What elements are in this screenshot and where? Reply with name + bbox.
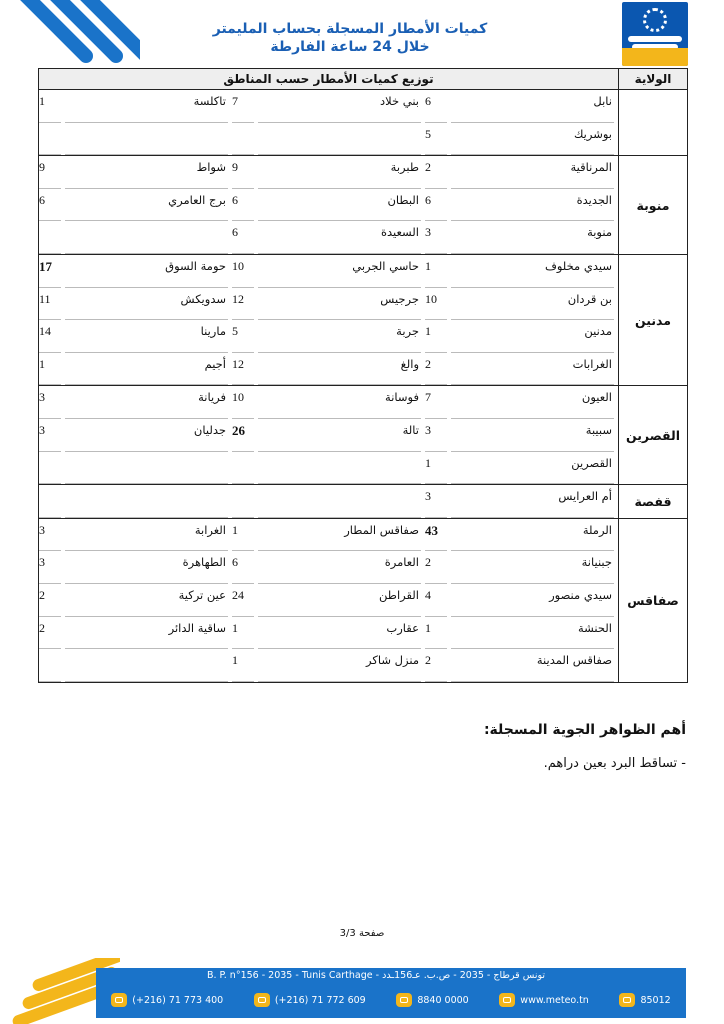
station-cell xyxy=(39,288,232,321)
table-body xyxy=(39,90,687,682)
station-cell xyxy=(232,320,425,353)
station-cell xyxy=(425,221,618,254)
table-row xyxy=(39,649,618,682)
station-name: أجيم xyxy=(65,353,228,386)
rainfall-value: 9 xyxy=(39,156,61,189)
station-name: حومة السوق xyxy=(65,255,228,288)
section-title: أهم الظواهر الجوية المسجلة: xyxy=(483,722,686,738)
station-name: الطهاهرة xyxy=(65,551,228,584)
rainfall-value: 3 xyxy=(425,419,447,452)
rainfall-value: 14 xyxy=(39,320,61,353)
rainfall-value: 12 xyxy=(232,353,254,386)
table-row xyxy=(39,90,618,123)
rainfall-value: 2 xyxy=(425,156,447,189)
rainfall-value: 6 xyxy=(39,189,61,222)
rainfall-value: 17 xyxy=(39,255,61,288)
rainfall-value xyxy=(232,123,254,156)
table-row xyxy=(39,156,618,189)
governorate-group xyxy=(39,519,687,682)
station-cell xyxy=(39,584,232,617)
rainfall-value: 1 xyxy=(39,353,61,386)
rainfall-value: 6 xyxy=(425,189,447,222)
station-cell xyxy=(39,123,232,156)
station-cell xyxy=(232,123,425,156)
header-stripes-decoration xyxy=(0,0,140,70)
station-name: ساقية الدائر xyxy=(65,617,228,650)
station-cell xyxy=(39,419,232,452)
rainfall-value: 2 xyxy=(39,617,61,650)
station-name: العامرة xyxy=(258,551,421,584)
rainfall-value xyxy=(39,123,61,156)
station-cell xyxy=(232,551,425,584)
table-row xyxy=(39,452,618,485)
rainfall-table xyxy=(38,68,688,683)
station-name: مدنين xyxy=(451,320,614,353)
rainfall-value: 1 xyxy=(425,320,447,353)
station-name: العيون xyxy=(451,386,614,419)
station-cell xyxy=(425,551,618,584)
table-row xyxy=(39,551,618,584)
station-name: فوسانة xyxy=(258,386,421,419)
station-name: منوبة xyxy=(451,221,614,254)
station-name: والغ xyxy=(258,353,421,386)
rainfall-value xyxy=(39,485,61,518)
rainfall-value: 24 xyxy=(232,584,254,617)
station-name: منزل شاكر xyxy=(258,649,421,682)
station-cell xyxy=(425,617,618,650)
table-row xyxy=(39,123,618,156)
rainfall-value: 3 xyxy=(425,485,447,518)
rainfall-value: 1 xyxy=(232,519,254,552)
page-number: صفحة 3/3 xyxy=(339,928,385,939)
station-name: صفاقس المطار xyxy=(258,519,421,552)
station-cell xyxy=(425,649,618,682)
table-row xyxy=(39,189,618,222)
station-cell xyxy=(425,386,618,419)
rainfall-value: 1 xyxy=(425,617,447,650)
station-cell xyxy=(425,485,618,518)
rainfall-value xyxy=(39,221,61,254)
station-cell xyxy=(39,386,232,419)
station-cell xyxy=(39,221,232,254)
station-name: نابل xyxy=(451,90,614,123)
station-name: طبربة xyxy=(258,156,421,189)
station-cell xyxy=(232,485,425,518)
station-name xyxy=(258,452,421,485)
station-name: عقارب xyxy=(258,617,421,650)
rainfall-value: 12 xyxy=(232,288,254,321)
station-name: تالة xyxy=(258,419,421,452)
title-line-1: كميات الأمطار المسجلة بحساب المليمتر xyxy=(212,21,488,37)
rainfall-value: 10 xyxy=(425,288,447,321)
station-name: جرجيس xyxy=(258,288,421,321)
table-row xyxy=(39,288,618,321)
station-cell xyxy=(232,156,425,189)
station-cell xyxy=(425,419,618,452)
station-name: مارينا xyxy=(65,320,228,353)
rainfall-value xyxy=(232,485,254,518)
rainfall-value: 5 xyxy=(232,320,254,353)
station-name: سدويكش xyxy=(65,288,228,321)
table-row xyxy=(39,419,618,452)
station-cell xyxy=(39,90,232,123)
rainfall-value: 2 xyxy=(425,551,447,584)
station-cell xyxy=(39,519,232,552)
rainfall-value xyxy=(232,452,254,485)
governorate-name: القصرين xyxy=(618,386,687,484)
rainfall-value: 10 xyxy=(232,255,254,288)
station-cell xyxy=(232,617,425,650)
station-cell xyxy=(425,123,618,156)
rainfall-value: 2 xyxy=(39,584,61,617)
station-cell xyxy=(425,452,618,485)
table-row xyxy=(39,519,618,552)
station-name: القراطن xyxy=(258,584,421,617)
station-name xyxy=(258,485,421,518)
station-name: السعيدة xyxy=(258,221,421,254)
station-cell xyxy=(39,485,232,518)
station-cell xyxy=(232,189,425,222)
station-name: تاكلسة xyxy=(65,90,228,123)
rainfall-value: 3 xyxy=(425,221,447,254)
governorate-name xyxy=(618,90,687,155)
footer-contact xyxy=(499,993,589,1007)
governorate-group xyxy=(39,485,687,519)
station-cell xyxy=(232,386,425,419)
rainfall-value: 11 xyxy=(39,288,61,321)
station-cell xyxy=(232,353,425,386)
station-cell xyxy=(425,353,618,386)
station-name: حاسي الجربي xyxy=(258,255,421,288)
distribution-header: توزيع كميات الأمطار حسب المناطق xyxy=(223,72,434,86)
station-cell xyxy=(232,584,425,617)
rainfall-value: 6 xyxy=(232,221,254,254)
station-name: الحنشة xyxy=(451,617,614,650)
station-cell xyxy=(232,221,425,254)
footer-contacts xyxy=(96,988,686,1012)
governorate-group xyxy=(39,386,687,485)
page-title xyxy=(200,20,500,56)
rainfall-value: 2 xyxy=(425,353,447,386)
station-name xyxy=(65,649,228,682)
station-name: القصرين xyxy=(451,452,614,485)
station-cell xyxy=(39,255,232,288)
station-name xyxy=(258,123,421,156)
station-cell xyxy=(232,519,425,552)
footer xyxy=(0,958,724,1024)
governorate-group xyxy=(39,156,687,255)
governorate-name: قفصة xyxy=(618,485,687,518)
footer-contact-text: 85012 xyxy=(640,994,671,1006)
station-name: سيدي مخلوف xyxy=(451,255,614,288)
rainfall-value: 10 xyxy=(232,386,254,419)
call-center-icon xyxy=(396,993,412,1007)
rainfall-value: 2 xyxy=(425,649,447,682)
station-name: جربة xyxy=(258,320,421,353)
station-name: جدليان xyxy=(65,419,228,452)
station-name: سبيبة xyxy=(451,419,614,452)
rainfall-value: 3 xyxy=(39,386,61,419)
table-row xyxy=(39,617,618,650)
rainfall-value: 6 xyxy=(232,189,254,222)
rainfall-value: 26 xyxy=(232,419,254,452)
station-cell xyxy=(39,156,232,189)
station-name: عين تركية xyxy=(65,584,228,617)
footer-contact xyxy=(396,993,468,1007)
station-cell xyxy=(232,288,425,321)
rainfall-value: 9 xyxy=(232,156,254,189)
station-cell xyxy=(39,649,232,682)
rainfall-value xyxy=(39,452,61,485)
station-cell xyxy=(425,189,618,222)
rainfall-value: 7 xyxy=(425,386,447,419)
station-cell xyxy=(39,353,232,386)
station-name: البطان xyxy=(258,189,421,222)
station-name: المرناقية xyxy=(451,156,614,189)
sun-icon xyxy=(643,8,667,32)
rainfall-value: 1 xyxy=(39,90,61,123)
footer-address: B. P. n°156 - 2035 - Tunis Carthage - تونس قرطاج - 2035 - ص.ب. عـ156ـدد xyxy=(206,970,546,981)
footer-contact-text: www.meteo.tn xyxy=(520,994,589,1006)
station-cell xyxy=(232,649,425,682)
table-row xyxy=(39,353,618,386)
station-name: برج العامري xyxy=(65,189,228,222)
station-name: سيدي منصور xyxy=(451,584,614,617)
station-cell xyxy=(425,156,618,189)
governorate-name: منوبة xyxy=(618,156,687,254)
section-item: - تساقط البرد بعين دراهم. xyxy=(543,756,686,771)
governorate-group xyxy=(39,90,687,156)
table-row xyxy=(39,221,618,254)
table-row xyxy=(39,584,618,617)
station-cell xyxy=(232,255,425,288)
rainfall-value: 3 xyxy=(39,551,61,584)
governorate-name: مدنين xyxy=(618,255,687,385)
station-cell xyxy=(232,419,425,452)
table-row xyxy=(39,255,618,288)
governorate-name: صفاقس xyxy=(618,519,687,682)
footer-contact-text: (+216) 71 772 609 xyxy=(274,994,366,1006)
title-line-2: خلال 24 ساعة الفارطة xyxy=(270,39,430,55)
rainfall-value: 1 xyxy=(232,649,254,682)
station-name xyxy=(65,221,228,254)
rainfall-value: 6 xyxy=(232,551,254,584)
rainfall-value: 1 xyxy=(232,617,254,650)
station-cell xyxy=(39,452,232,485)
station-name: الجديدة xyxy=(451,189,614,222)
station-cell xyxy=(232,452,425,485)
station-name: بن قردان xyxy=(451,288,614,321)
footer-contact xyxy=(111,993,223,1007)
station-cell xyxy=(425,90,618,123)
table-row xyxy=(39,320,618,353)
station-cell xyxy=(425,288,618,321)
fax-icon xyxy=(254,993,270,1007)
station-name: أم العرايس xyxy=(451,485,614,518)
station-name xyxy=(65,123,228,156)
station-cell xyxy=(425,255,618,288)
station-name xyxy=(65,485,228,518)
footer-contact-text: (+216) 71 773 400 xyxy=(132,994,224,1006)
station-name: جبنيانة xyxy=(451,551,614,584)
station-cell xyxy=(39,320,232,353)
station-cell xyxy=(39,551,232,584)
station-name: الرملة xyxy=(451,519,614,552)
rainfall-value: 6 xyxy=(425,90,447,123)
sms-icon xyxy=(619,993,635,1007)
rainfall-value: 43 xyxy=(425,519,447,552)
station-name: الغرابات xyxy=(451,353,614,386)
web-icon xyxy=(499,993,515,1007)
rainfall-value: 4 xyxy=(425,584,447,617)
footer-contact-text: 8840 0000 xyxy=(417,994,469,1006)
rainfall-value: 5 xyxy=(425,123,447,156)
station-cell xyxy=(425,519,618,552)
station-name: شواط xyxy=(65,156,228,189)
station-cell xyxy=(425,320,618,353)
governorate-header: الولاية xyxy=(618,69,687,89)
rainfall-value: 7 xyxy=(232,90,254,123)
station-cell xyxy=(39,189,232,222)
rainfall-value: 1 xyxy=(425,255,447,288)
station-name: بوشريك xyxy=(451,123,614,156)
rainfall-value xyxy=(39,649,61,682)
rainfall-value: 3 xyxy=(39,519,61,552)
station-cell xyxy=(232,90,425,123)
station-cell xyxy=(425,584,618,617)
footer-contact xyxy=(254,993,366,1007)
governorate-group xyxy=(39,255,687,386)
rainfall-value: 3 xyxy=(39,419,61,452)
station-name xyxy=(65,452,228,485)
institute-logo xyxy=(622,2,688,66)
station-name: صفاقس المدينة xyxy=(451,649,614,682)
footer-contact xyxy=(619,993,670,1007)
table-row xyxy=(39,386,618,419)
station-name: بني خلاد xyxy=(258,90,421,123)
station-name: الغرابة xyxy=(65,519,228,552)
station-cell xyxy=(39,617,232,650)
rainfall-value: 1 xyxy=(425,452,447,485)
station-name: فريانة xyxy=(65,386,228,419)
table-header xyxy=(39,69,687,90)
table-row xyxy=(39,485,618,518)
phone-icon xyxy=(111,993,127,1007)
